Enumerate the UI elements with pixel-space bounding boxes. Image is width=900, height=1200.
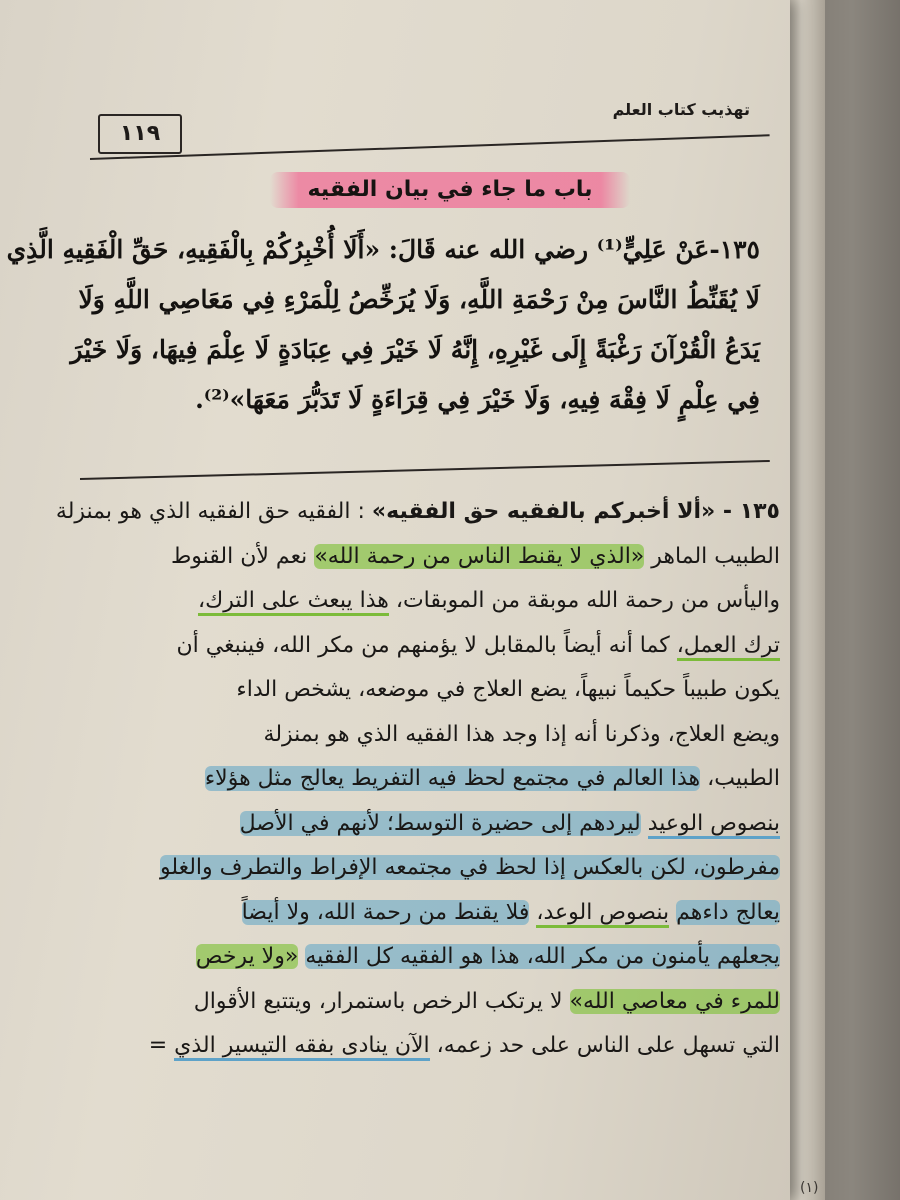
highlighted-phrase: فلا يقنط من رحمة الله، ولا أيضاً [241,899,530,925]
continuation-mark: = [148,1033,168,1058]
commentary-span: لا يرتكب الرخص باستمرار، ويتتبع الأقوال [193,988,563,1014]
commentary-span: واليأس من رحمة الله موبقة من الموبقات، [395,588,780,613]
commentary-line [60,891,780,936]
hadith-line: ١٣٥-عَنْ عَلِيٍّ⁽¹⁾ رضي الله عنه قَالَ: «أَلَا أُخْبِرُكُمْ بِالْفَقِيهِ، حَقِّ الْفَقِيهِ الَّذِي [6,235,760,264]
hadith-line: يَدَعُ الْقُرْآنَ رَغْبَةً إِلَى غَيْرِهِ، إِنَّهُ لَا خَيْرَ فِي عِبَادَةٍ لَا عِلْمَ فِيهَا، وَلَا خَيْرَ [70,335,760,364]
commentary-line [60,579,780,624]
commentary-line [60,624,780,669]
header-rule [90,134,770,160]
commentary-line [60,980,780,1025]
commentary-span: نعم لأن القنوط [170,543,308,569]
hadith-line: فِي عِلْمٍ لَا فِقْهَ فِيهِ، وَلَا خَيْرَ فِي قِرَاءَةٍ لَا تَدَبُّرَ مَعَهَا»⁽²⁾. [195,385,760,414]
underlined-phrase: هذا يبعث على الترك، [198,588,389,616]
highlighted-phrase: يجعلهم يأمنون من مكر الله، هذا هو الفقيه كل الفقيه [305,944,780,969]
hadith-line: لَا يُقَنِّطُ النَّاسَ مِنْ رَحْمَةِ اللَّهِ، وَلَا يُرَخِّصُ لِلْمَرْءِ فِي مَعَاصِي اللَّهِ وَلَا [78,285,760,314]
commentary-line [60,1024,780,1069]
underlined-phrase: بنصوص الوعيد [648,811,780,839]
highlighted-phrase: للمرء في معاصي الله» [569,988,780,1014]
facing-page-edge [785,0,825,1200]
section-divider [80,460,770,480]
running-head: تهذيب كتاب العلم [612,100,750,119]
commentary-span: الطبيب الماهر [651,543,780,569]
highlighted-phrase: هذا العالم في مجتمع لحظ فيه التفريط يعالج مثل هؤلاء [204,766,701,791]
underlined-phrase: بنصوص الوعد، [536,900,669,928]
footnote-mark: (١) [800,1180,819,1196]
highlighted-phrase: مفرطون، لكن بالعكس إذا لحظ في مجتمعه الإفراط والتطرف والغلو [159,855,780,880]
commentary-span: الطبيب، [707,766,780,791]
highlighted-phrase: ليردهم إلى حضيرة التوسط؛ لأنهم في الأصل [239,810,641,836]
commentary-line: ويضع العلاج، وذكرنا أنه إذا وجد هذا الفقيه الذي هو بمنزلة [263,721,780,747]
commentary-text [55,490,780,1069]
highlighted-phrase: يعالج داءهم [676,899,780,925]
commentary-line [60,935,780,980]
commentary-line [60,802,780,847]
commentary-line: يكون طبيباً حكيماً نبيهاً، يضع العلاج في موضعه، يشخص الداء [236,677,780,702]
underlined-phrase: ترك العمل، [677,633,780,661]
page-number: ١١٩ [98,114,182,154]
page-header [90,92,760,162]
commentary-span: التي تسهل على الناس على حد زعمه، [436,1033,780,1058]
commentary-line [60,535,780,580]
commentary-span: : الفقيه حق الفقيه الذي هو بمنزلة [55,499,365,524]
hadith-text [6,225,760,425]
highlighted-phrase: «الذي لا يقنط الناس من رحمة الله» [314,543,645,569]
commentary-line [60,757,780,802]
commentary-lead: ١٣٥ - «ألا أخبركم بالفقيه حق الفقيه» [371,499,780,524]
commentary-line [55,490,780,535]
highlighted-phrase: «ولا يرخص [195,944,299,969]
commentary-line [60,846,780,891]
commentary-span: كما أنه أيضاً بالمقابل لا يؤمنهم من مكر الله، فينبغي أن [176,632,670,658]
chapter-title: باب ما جاء في بيان الفقيه [270,172,630,208]
underlined-phrase: الآن ينادى بفقه التيسير الذي [174,1033,430,1061]
